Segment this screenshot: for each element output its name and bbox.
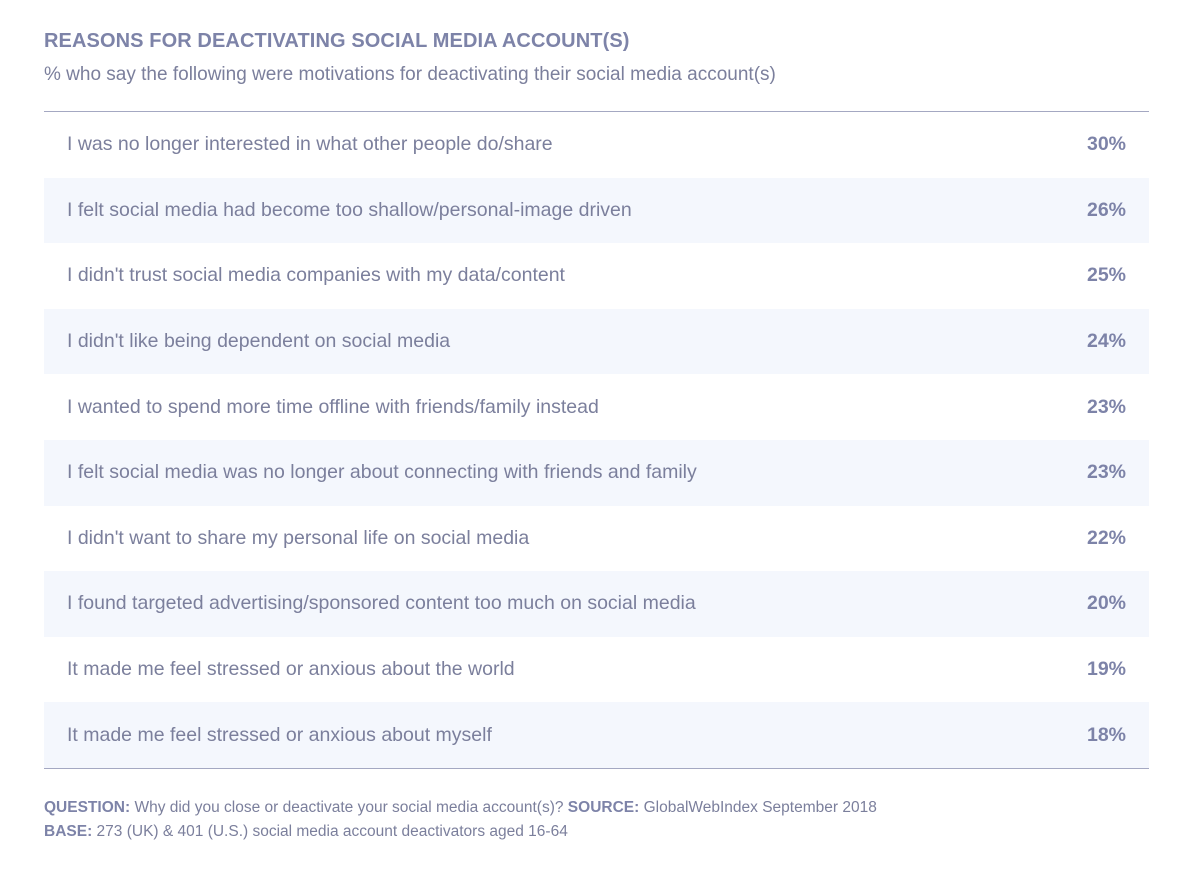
- row-value: 30%: [1086, 133, 1126, 156]
- row-value: 18%: [1086, 723, 1126, 746]
- table-row: [44, 374, 1149, 440]
- table-row: [44, 178, 1149, 244]
- row-value: 19%: [1086, 658, 1126, 681]
- row-value: 25%: [1086, 264, 1126, 287]
- footer-line-question: [44, 796, 877, 820]
- footer-line-base: [44, 820, 877, 844]
- row-value: 23%: [1086, 461, 1126, 484]
- base-text: 273 (UK) & 401 (U.S.) social media account deactivators aged 16-64: [96, 823, 568, 840]
- row-label: I felt social media was no longer about connecting with friends and family: [67, 461, 697, 484]
- row-label: I didn't want to share my personal life on social media: [67, 526, 530, 549]
- table-row: [44, 702, 1149, 768]
- table-row: [44, 309, 1149, 375]
- row-value: 24%: [1086, 330, 1126, 353]
- table-row: [44, 637, 1149, 703]
- row-label: It made me feel stressed or anxious about myself: [67, 723, 492, 746]
- table-row: [44, 506, 1149, 572]
- base-label: BASE:: [44, 823, 93, 840]
- row-value: 20%: [1086, 592, 1126, 615]
- row-label: I wanted to spend more time offline with friends/family instead: [67, 395, 599, 418]
- row-value: 23%: [1086, 395, 1126, 418]
- table-row: [44, 440, 1149, 506]
- row-label: I felt social media had become too shallow/personal-image driven: [67, 198, 632, 221]
- footer-notes: [44, 796, 877, 844]
- question-label: QUESTION:: [44, 799, 131, 816]
- table-row: [44, 243, 1149, 309]
- source-label: SOURCE:: [567, 799, 640, 816]
- row-label: It made me feel stressed or anxious about the world: [67, 658, 515, 681]
- table-row: [44, 571, 1149, 637]
- chart-title: REASONS FOR DEACTIVATING SOCIAL MEDIA ACCOUNT(S): [44, 30, 630, 52]
- source-text: GlobalWebIndex September 2018: [643, 799, 877, 816]
- row-label: I didn't trust social media companies with my data/content: [67, 264, 565, 287]
- row-label: I found targeted advertising/sponsored content too much on social media: [67, 592, 696, 615]
- chart-subtitle: % who say the following were motivations for deactivating their social media account(s): [44, 64, 776, 85]
- row-value: 26%: [1086, 198, 1126, 221]
- row-value: 22%: [1086, 526, 1126, 549]
- table-row: [44, 112, 1149, 178]
- row-label: I was no longer interested in what other people do/share: [67, 133, 553, 156]
- data-table: [44, 111, 1149, 769]
- question-text: Why did you close or deactivate your social media account(s)?: [134, 799, 564, 816]
- row-label: I didn't like being dependent on social media: [67, 330, 451, 353]
